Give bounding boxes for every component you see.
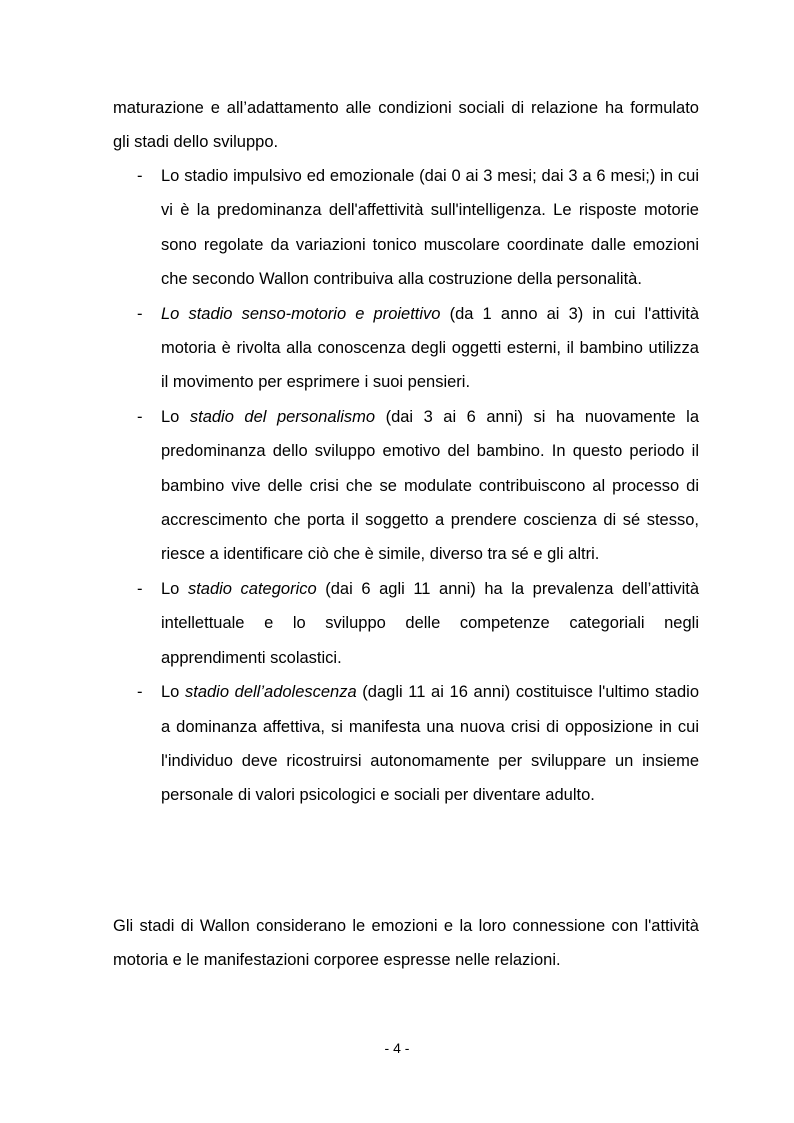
list-item-lead: Lo bbox=[161, 683, 185, 702]
list-dash: - bbox=[137, 683, 143, 702]
list-dash: - bbox=[137, 304, 143, 323]
list-item bbox=[113, 675, 699, 813]
list-dash: - bbox=[137, 167, 143, 185]
list-item-rest: (da 1 anno ai 3) in cui l'attività motoria è rivolta alla conoscenza degli oggetti esterni, il bambino utilizza il movimento per esprimere i suoi pensieri. bbox=[161, 304, 700, 392]
list-item-rest: (dai 0 ai 3 mesi; dai 3 a 6 mesi;) in cui vi è la predominanza dell'affettività sull'intelligenza. Le risposte motorie sono regolate da variazioni tonico muscolare coordinate dalle emozioni che secondo Wallon contribuiva alla costruzione della personalità. bbox=[161, 167, 700, 289]
list-item-stage-name: stadio categorico bbox=[187, 579, 317, 598]
list-item-rest: (dagli 11 ai 16 anni) costituisce l'ultimo stadio a dominanza affettiva, si manifesta una nuova crisi di opposizione in cui l'individuo deve ricostruirsi autonomamente per sviluppare un insieme personale di valori psicologici e sociali per diventare adulto. bbox=[161, 683, 700, 805]
intro-paragraph: maturazione e all’adattamento alle condizioni sociali di relazione ha formulato gli stadi dello sviluppo. bbox=[113, 99, 699, 152]
closing-paragraph: Gli stadi di Wallon considerano le emozioni e la loro connessione con l'attività motoria e le manifestazioni corporee espresse nelle relazioni. bbox=[113, 917, 699, 970]
list-dash: - bbox=[137, 407, 143, 426]
list-item-rest: (dai 3 ai 6 anni) si ha nuovamente la predominanza dello sviluppo emotivo del bambino. In questo periodo il bambino vive delle crisi che se modulate contribuiscono al processo di accrescimento che porta il soggetto a prendere coscienza di sé stesso, riesce a identificare ciò che è simile, diverso tra sé e gli altri. bbox=[161, 407, 699, 564]
page-number: - 4 - bbox=[384, 1040, 410, 1056]
list-item-stage-name: Lo stadio senso-motorio e proiettivo bbox=[161, 304, 441, 323]
list-item-rest: (dai 6 agli 11 anni) ha la prevalenza dell’attività intellettuale e lo sviluppo delle competenze categoriali negli apprendimenti scolastici. bbox=[161, 579, 699, 667]
list-dash: - bbox=[137, 579, 143, 598]
list-item bbox=[113, 572, 699, 675]
stages-list bbox=[113, 159, 699, 813]
list-item bbox=[113, 159, 699, 297]
list-item-lead: Lo bbox=[161, 407, 190, 426]
list-item-stage-name: stadio dell’adolescenza bbox=[185, 683, 357, 702]
list-item-stage-name: stadio del personalismo bbox=[189, 407, 376, 426]
list-item-lead: Lo bbox=[161, 579, 188, 598]
list-item bbox=[113, 400, 699, 572]
list-item bbox=[113, 297, 699, 400]
list-item-lead: Lo stadio impulsivo ed emozionale bbox=[161, 167, 415, 185]
